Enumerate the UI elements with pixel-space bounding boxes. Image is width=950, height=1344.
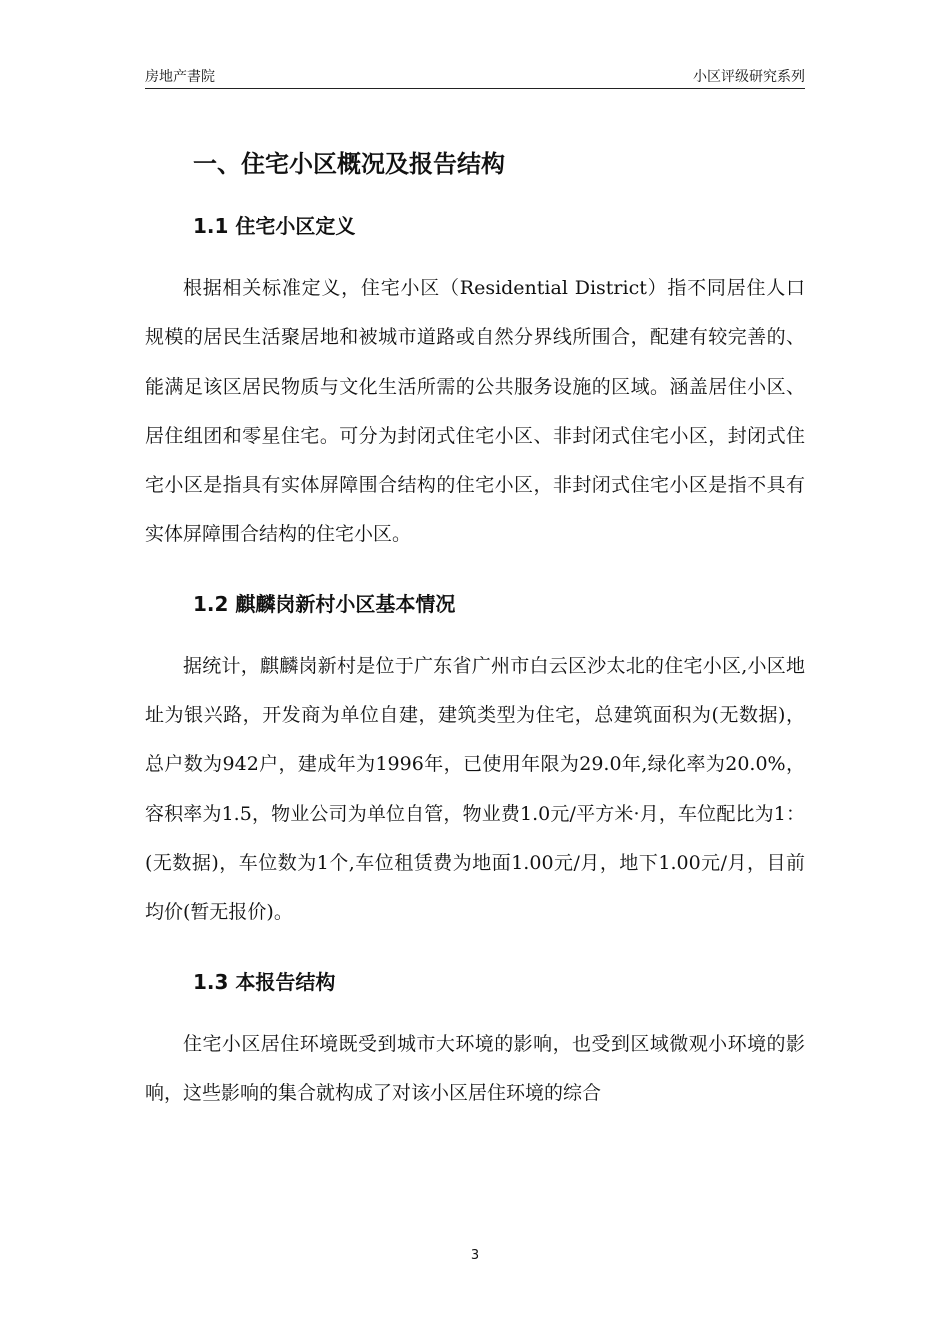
page-header: [145, 66, 805, 89]
page-content: [145, 140, 805, 1118]
section-heading-1-3: 1.3 本报告结构: [193, 969, 336, 994]
section-body-1-1: 根据相关标准定义，住宅小区（Residential District）指不同居住人口规模的居民生活聚居地和被城市道路或自然分界线所围合，配建有较完善的、能满足该区居民物质与文化生活所需的公共服务设施的区域。涵盖居住小区、居住组团和零星住宅。可分为封闭式住宅小区、非封闭式住宅小区，封闭式住宅小区是指具有实体屏障围合结构的住宅小区，非封闭式住宅小区是指不具有实体屏障围合结构的住宅小区。: [145, 277, 805, 546]
header-publisher: 房地产書院: [145, 69, 215, 85]
section-body-1-3: 住宅小区居住环境既受到城市大环境的影响，也受到区域微观小环境的影响，这些影响的集合就构成了对该小区居住环境的综合: [145, 1032, 805, 1104]
chapter-title: 一、住宅小区概况及报告结构: [193, 150, 505, 178]
section-heading-1-1: 1.1 住宅小区定义: [193, 214, 356, 238]
page-number: 3: [470, 1248, 480, 1263]
section-body-1-2: 据统计，麒麟岗新村是位于广东省广州市白云区沙太北的住宅小区,小区地址为银兴路，开发商为单位自建，建筑类型为住宅，总建筑面积为(无数据)，总户数为942户，建成年为1996年，已使用年限为29.0年,绿化率为20.0%，容积率为1.5，物业公司为单位自管，物业费1.0元/平方米·月，车位配比为1：(无数据)，车位数为1个,车位租赁费为地面1.00元/月，地下1.00元/月，目前均价(暂无报价)。: [145, 654, 805, 924]
header-series-title: 小区评级研究系列: [693, 69, 805, 85]
section-heading-1-2: 1.2 麒麟岗新村小区基本情况: [193, 591, 456, 616]
